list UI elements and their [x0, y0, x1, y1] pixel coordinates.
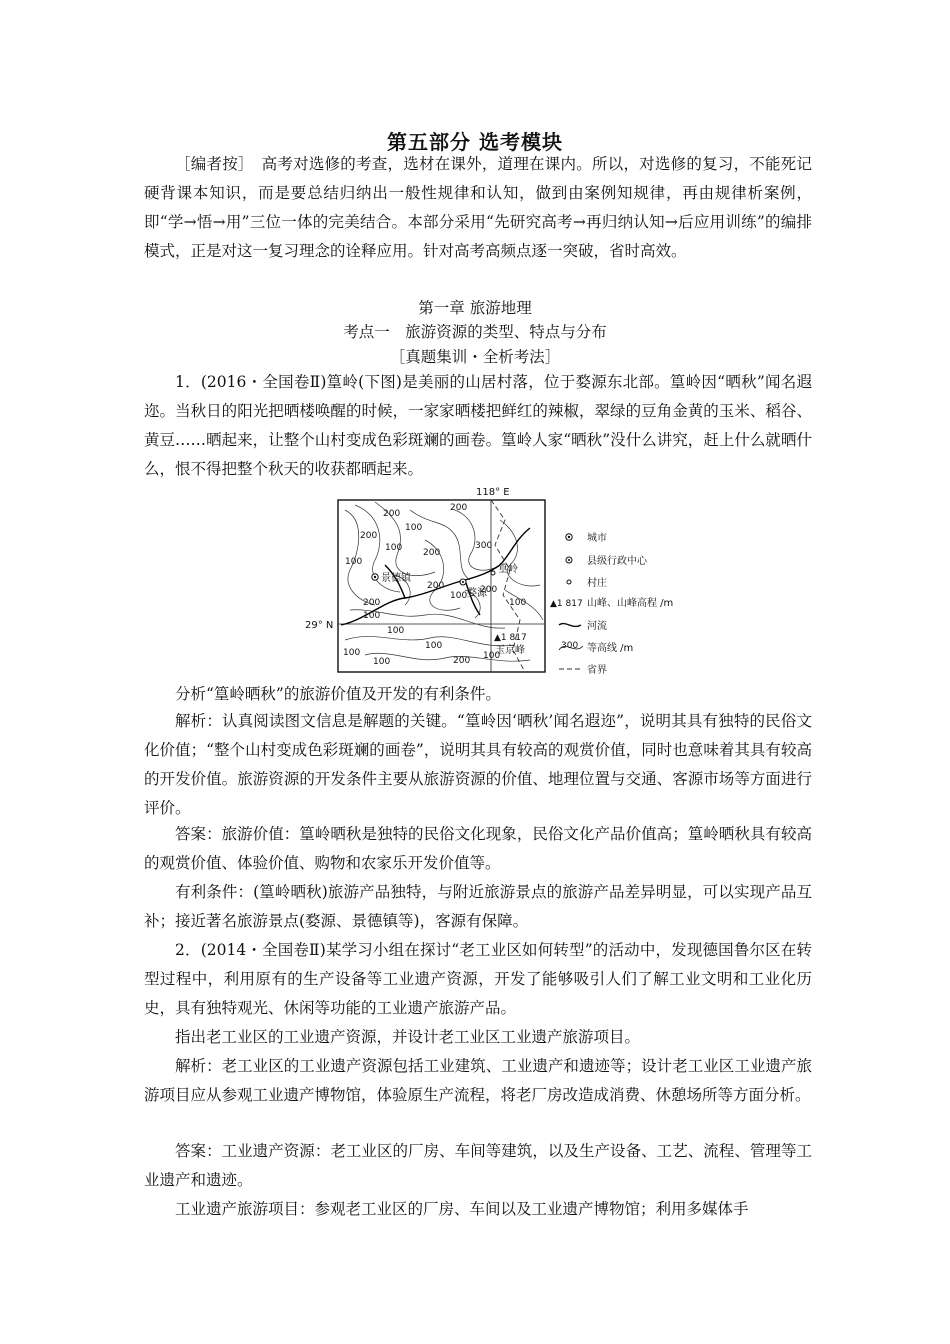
legend-label: 城市	[587, 533, 607, 544]
legend-label: 县级行政中心	[587, 556, 647, 567]
legend-label: 省界	[587, 665, 607, 676]
contour-label: 100	[373, 657, 391, 667]
q2-stem: 2．(2014・全国卷Ⅱ)某学习小组在探讨“老工业区如何转型”的活动中，发现德国鲁尔区在转型过程中，利用原有的生产设备等工业遗产资源，开发了能够吸引人们了解工业文明和工业化历史，具有独特观光、休闲等功能的工业遗产旅游产品。	[144, 941, 812, 1017]
contour-label: 200	[480, 585, 498, 595]
legend-label: 山峰、山峰高程 /m	[587, 598, 674, 609]
q1-answer: 答案：旅游价值：篁岭晒秋是独特的民俗文化现象，民俗文化产品价值高；篁岭晒秋具有较高的观赏价值、体验价值、购物和农家乐开发价值等。	[144, 825, 812, 872]
place-label-huangling: 篁岭	[498, 564, 518, 575]
place-label-jingdezhen: 景德镇	[381, 573, 411, 584]
legend-village-icon	[567, 580, 571, 584]
village-symbol	[491, 571, 495, 575]
contour-label: 100	[343, 648, 361, 658]
legend-peak-value: ▲1 817	[550, 599, 583, 609]
contour-label: 200	[450, 503, 468, 513]
contour-label: 300	[475, 541, 493, 551]
contour-label: 100	[387, 626, 405, 636]
part-title: 第五部分 选考模块	[387, 130, 563, 154]
contour-label: 100	[509, 598, 527, 608]
subsection-title: ［真题集训・全析考法］	[389, 348, 561, 366]
contour-label: 100	[385, 543, 403, 553]
contour-label: 200	[383, 509, 401, 519]
latitude-label: 29° N	[305, 620, 334, 631]
contour-label: 200	[360, 531, 378, 541]
legend-contour-value: 300	[561, 641, 579, 651]
q2-answer: 答案：工业遗产资源：老工业区的厂房、车间等建筑，以及生产设备、工艺、流程、管理等工业遗产和遗迹。	[144, 1142, 812, 1189]
contour-label: 100	[425, 641, 443, 651]
legend-label: 等高线 /m	[587, 643, 634, 654]
contour-label: 200	[423, 548, 441, 558]
q1-stem: 1．(2016・全国卷Ⅱ)篁岭(下图)是美丽的山居村落，位于婺源东北部。篁岭因“晒秋”闻名遐迩。当秋日的阳光把晒楼唤醒的时候，一家家晒楼把鲜红的辣椒，翠绿的豆角金黄的玉米、稻谷、黄豆……晒起来，让整个山村变成色彩斑斓的画卷。篁岭人家“晒秋”没什么讲究，赶上什么就晒什么，恨不得把整个秋天的收获都晒起来。	[144, 373, 812, 478]
contour-label: 100	[450, 591, 468, 601]
q2-question: 指出老工业区的工业遗产资源，并设计老工业区工业遗产旅游项目。	[175, 1028, 641, 1046]
q1-analysis: 解析：认真阅读图文信息是解题的关键。“篁岭因‘晒秋’闻名遐迩”，说明其具有独特的民俗文化价值；“整个山村变成色彩斑斓的画卷”，说明其具有较高的观赏价值，同时也意味着其具有较高的开发价值。旅游资源的开发条件主要从旅游资源的价值、地理位置与交通、客源市场等方面进行评价。	[144, 712, 812, 817]
topographic-map	[305, 480, 695, 676]
legend-label: 河流	[587, 621, 607, 632]
peak-value-label: ▲1 817	[494, 633, 527, 643]
contour-label: 100	[345, 557, 363, 567]
contour-label: 200	[453, 656, 471, 666]
section-title: 考点一 旅游资源的类型、特点与分布	[343, 323, 607, 341]
legend-label: 村庄	[587, 578, 607, 589]
q2-analysis: 解析：老工业区的工业遗产资源包括工业建筑、工业遗产和遗迹等；设计老工业区工业遗产旅游项目应从参观工业遗产博物馆，体验原生产流程，将老厂房改造成消费、休憩场所等方面分析。	[144, 1057, 812, 1104]
chapter-title: 第一章 旅游地理	[418, 299, 532, 317]
q1-conditions: 有利条件：(篁岭晒秋)旅游产品独特，与附近旅游景点的旅游产品差异明显，可以实现产品互补；接近著名旅游景点(婺源、景德镇等)，客源有保障。	[144, 883, 812, 930]
q1-question: 分析“篁岭晒秋”的旅游价值及开发的有利条件。	[175, 685, 501, 703]
place-label-yujingfeng: 玉京峰	[495, 645, 525, 656]
legend-river-icon	[559, 624, 581, 627]
contour-label: 100	[483, 651, 501, 661]
longitude-label: 118° E	[476, 487, 510, 498]
contour-label: 100	[363, 611, 381, 621]
q2-project: 工业遗产旅游项目：参观老工业区的厂房、车间以及工业遗产博物馆；利用多媒体手	[175, 1200, 749, 1218]
map-svg	[305, 480, 695, 676]
contour-label: 100	[405, 523, 423, 533]
contour-label: 200	[363, 598, 381, 608]
contour-label: 200	[427, 581, 445, 591]
map-legend	[550, 531, 673, 676]
editor-note: ［编者按］ 高考对选修的考查，选材在课外，道理在课内。所以，对选修的复习，不能死记硬背课本知识，而是要总结归纳出一般性规律和认知，做到由案例知规律，再由规律析案例，即“学→悟→用”三位一体的完美结合。本部分采用“先研究高考→再归纳认知→后应用训练”的编排模式，正是对这一复习理念的诠释应用。针对高考高频点逐一突破，省时高效。	[144, 155, 812, 260]
place-label-wuyuan: 婺源	[467, 588, 487, 599]
